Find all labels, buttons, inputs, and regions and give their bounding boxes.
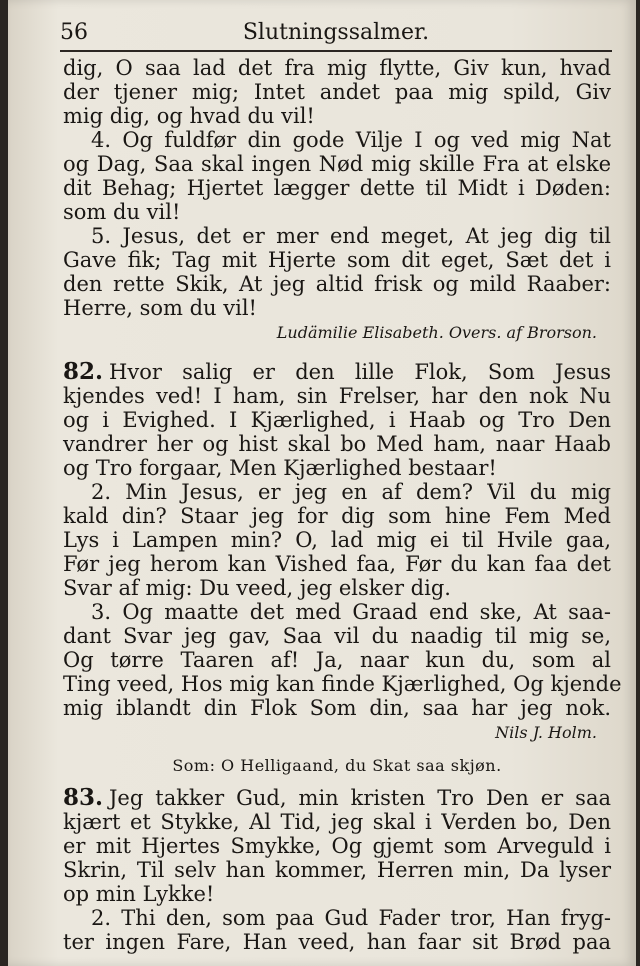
- text-line: ter ingen Fare, Han veed, han faar sit Brød paa: [63, 930, 611, 954]
- page-header: [60, 14, 612, 52]
- text-line: Og tørre Taaren af! Ja, naar kun du, som al: [63, 648, 611, 672]
- page-number: 56: [60, 20, 88, 45]
- tune-reference: Som: O Helligaand, du Skat saa skjøn.: [172, 756, 502, 775]
- text-line: er mit Hjertes Smykke, Og gjemt som Arveguld i: [63, 834, 611, 858]
- running-title: Slutningssalmer.: [242, 20, 430, 45]
- text-line: 4. Og fuldfør din gode Vilje I og ved mig Nat: [91, 128, 611, 152]
- hymn-credit: Ludämilie Elisabeth. Overs. af Brorson.: [276, 323, 597, 342]
- text-line: mig dig, og hvad du vil!: [63, 104, 315, 128]
- text-line: Lys i Lampen min? O, lad mig ei til Hvile gaa,: [63, 528, 611, 552]
- text-line: op min Lykke!: [63, 882, 215, 906]
- text-line: som du vil!: [63, 200, 181, 224]
- hymn-credit: Nils J. Holm.: [495, 723, 597, 742]
- text-line: dig, O saa lad det fra mig flytte, Giv kun, hvad: [63, 56, 611, 80]
- text-line: og Dag, Saa skal ingen Nød mig skille Fra at elske: [63, 152, 611, 176]
- text-line: mig iblandt din Flok Som din, saa har jeg nok.: [63, 696, 611, 720]
- hymn-number: 82.: [63, 358, 104, 385]
- text-line: 3. Og maatte det med Graad end ske, At saa-: [91, 600, 611, 624]
- hymn-first-line: 83. Jeg takker Gud, min kristen Tro Den er saa: [63, 784, 611, 811]
- text-line: Svar af mig: Du veed, jeg elsker dig.: [63, 576, 451, 600]
- text-line: vandrer her og hist skal bo Med ham, naar Haab: [63, 432, 611, 456]
- text-line: der tjener mig; Intet andet paa mig spild, Giv: [63, 80, 611, 104]
- text-line: og i Evighed. I Kjærlighed, i Haab og Tro Den: [63, 408, 611, 432]
- text-line: 2. Min Jesus, er jeg en af dem? Vil du mig: [91, 480, 611, 504]
- text-line: den rette Skik, At jeg altid frisk og mild Raaber:: [63, 272, 611, 296]
- text-line: Skrin, Til selv han kommer, Herren min, Da lyser: [63, 858, 611, 882]
- text-line: kjendes ved! I ham, sin Frelser, har den nok Nu: [63, 384, 611, 408]
- page-body: [63, 56, 622, 954]
- book-page: [8, 0, 636, 966]
- text-line: 2. Thi den, som paa Gud Fader tror, Han fryg-: [91, 906, 611, 930]
- hymn-first-line: 82. Hvor salig er den lille Flok, Som Jesus: [63, 358, 611, 385]
- text-line: dit Behag; Hjertet lægger dette til Midt i Døden:: [63, 176, 611, 200]
- text-line: dant Svar jeg gav, Saa vil du naadig til mig se,: [63, 624, 611, 648]
- text-line: 5. Jesus, det er mer end meget, At jeg dig til: [91, 224, 611, 248]
- text-line: Ting veed, Hos mig kan finde Kjærlighed, Og kjende: [63, 672, 622, 696]
- text-line: Før jeg herom kan Vished faa, Før du kan faa det: [63, 552, 611, 576]
- text-line: kald din? Staar jeg for dig som hine Fem Med: [63, 504, 611, 528]
- hymn-number: 83.: [63, 784, 104, 811]
- text-line: og Tro forgaar, Men Kjærlighed bestaar!: [63, 456, 497, 480]
- text-line: kjært et Stykke, Al Tid, jeg skal i Verden bo, Den: [63, 810, 611, 834]
- text-line: Herre, som du vil!: [63, 296, 257, 320]
- text-line: Gave fik; Tag mit Hjerte som dit eget, Sæt det i: [63, 248, 611, 272]
